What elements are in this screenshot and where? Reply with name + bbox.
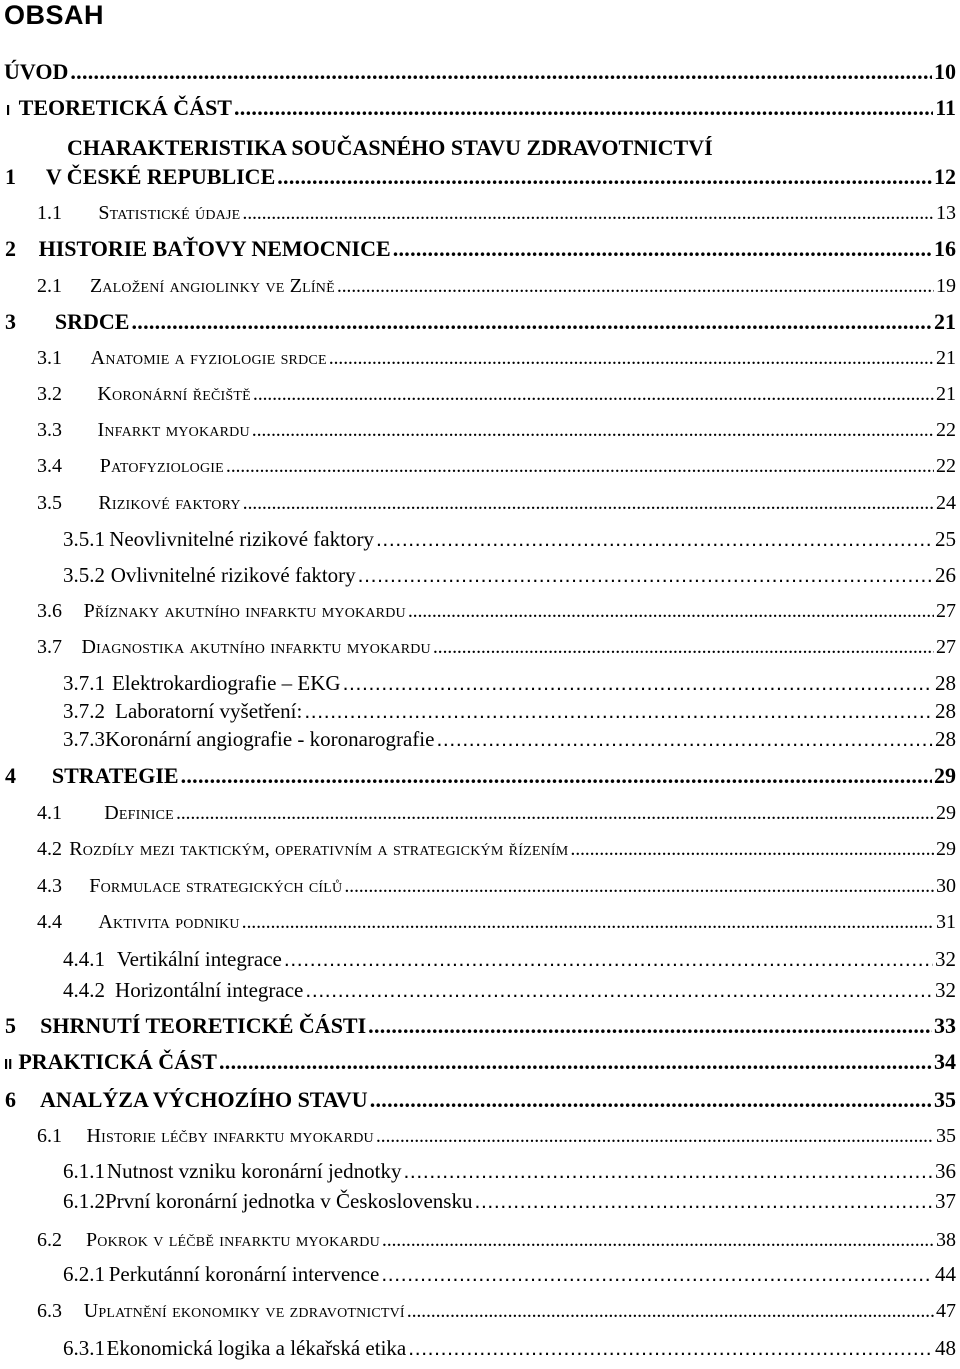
toc-entry-page: 38 [936, 1229, 956, 1251]
toc-entry[interactable] [0, 764, 956, 790]
toc-entry-page: 48 [935, 1336, 956, 1360]
toc-entry[interactable] [0, 1299, 956, 1325]
toc-entry-number: 6.1 [37, 1125, 62, 1147]
toc-entry-page: 16 [934, 236, 956, 261]
dot-leader [131, 310, 932, 334]
toc-entry-page: 29 [934, 763, 956, 788]
toc-entry-title: Neovlivnitelné rizikové faktory [109, 527, 374, 551]
toc-entry-page: 22 [936, 419, 956, 441]
toc-entry-number: 3.5.2 [63, 563, 105, 587]
toc-entry-title: Rozdíly mezi taktickým, operativním a strategickým řízením [69, 838, 569, 860]
dot-leader [344, 874, 934, 898]
toc-entry-page: 47 [936, 1300, 956, 1322]
toc-entry-page: 10 [934, 59, 956, 84]
toc-entry[interactable] [0, 60, 956, 86]
toc-entry-title: Aktivita podniku [98, 911, 240, 933]
toc-entry[interactable] [0, 1189, 956, 1215]
toc-entry-title: První koronární jednotka v Československu [105, 1189, 473, 1213]
dot-leader [393, 237, 932, 261]
toc-entry-title: PRAKTICKÁ ČÁST [18, 1049, 217, 1074]
toc-entry-title: Koronární řečiště [97, 383, 251, 405]
dot-leader [70, 60, 932, 84]
toc-entry-page: 32 [935, 978, 956, 1002]
dot-leader [277, 165, 932, 189]
toc-entry-title: Založení angiolinky ve Zlíně [89, 275, 335, 297]
toc-entry-page: 30 [936, 875, 956, 897]
toc-entry-number: 3.7.1 [63, 671, 105, 695]
dot-leader [376, 528, 933, 552]
toc-entry-title: ÚVOD [4, 59, 69, 84]
toc-entry-title: Statistické údaje [98, 202, 241, 224]
toc-entry-title: V ČESKÉ REPUBLICE [45, 164, 276, 189]
toc-entry-page: 25 [935, 527, 956, 551]
toc-entry-number: II [4, 1056, 13, 1073]
toc-entry[interactable] [0, 274, 956, 300]
toc-entry[interactable] [0, 910, 956, 936]
toc-entry-number: 3.7 [37, 636, 62, 658]
toc-entry-number: 3.7.2 [63, 699, 105, 723]
toc-entry-title: Uplatnění ekonomiky ve zdravotnictví [83, 1300, 405, 1322]
toc-entry[interactable] [0, 1050, 956, 1076]
dot-leader [284, 948, 933, 972]
toc-entry-page: 36 [935, 1159, 956, 1183]
toc-entry-number: 6.3 [37, 1300, 62, 1322]
dot-leader [376, 1124, 934, 1148]
toc-entry[interactable] [0, 1336, 956, 1362]
toc-entry-number: 3.2 [37, 383, 62, 405]
toc-entry-page: 28 [935, 671, 956, 695]
toc-entry[interactable] [0, 382, 956, 408]
dot-leader [304, 700, 933, 724]
toc-entry-number: 5 [5, 1013, 16, 1038]
toc-entry-title: Příznaky akutního infarktu myokardu [83, 600, 406, 622]
toc-entry[interactable] [0, 874, 956, 900]
dot-leader [368, 1014, 932, 1038]
toc-entry-page: 24 [936, 492, 956, 514]
toc-entry-title: Definice [104, 802, 174, 824]
toc-entry-page: 26 [935, 563, 956, 587]
toc-entry-page: 32 [935, 947, 956, 971]
dot-leader [305, 979, 933, 1003]
toc-entry-title: STRATEGIE [51, 763, 179, 788]
toc-entry-page: 28 [935, 699, 956, 723]
toc-entry-number: 3.3 [37, 419, 62, 441]
toc-entry-page: 28 [935, 727, 956, 751]
toc-entry-title: Horizontální integrace [115, 978, 304, 1002]
dot-leader [408, 1337, 933, 1361]
toc-entry-title: Koronární angiografie - koronarografie [105, 727, 435, 751]
dot-leader [243, 491, 934, 515]
toc-entry[interactable] [0, 727, 956, 753]
toc-entry-number: 4.4.1 [63, 947, 105, 971]
toc-entry-page: 29 [936, 802, 956, 824]
toc-entry-title: ANALÝZA VÝCHOZÍHO STAVU [40, 1087, 368, 1112]
toc-entry[interactable] [0, 96, 956, 122]
dot-leader [436, 728, 933, 752]
dot-leader [242, 201, 934, 225]
toc-entry[interactable] [0, 1228, 956, 1254]
toc-entry-title-line1: CHARAKTERISTIKA SOUČASNÉHO STAVU ZDRAVOTNICTVÍ [67, 135, 713, 160]
toc-entry[interactable] [0, 454, 956, 480]
toc-entry[interactable] [0, 201, 956, 227]
toc-entry-number: 2 [5, 236, 16, 261]
toc-entry-number: 3.5.1 [63, 527, 105, 551]
toc-entry[interactable] [0, 1014, 956, 1040]
toc-entry[interactable] [0, 801, 956, 827]
toc-entry[interactable] [0, 527, 956, 553]
toc-entry-number: 3 [5, 309, 16, 334]
toc-entry-number: I [6, 102, 11, 119]
toc-entry[interactable] [0, 563, 956, 589]
toc-entry-title: SHRNUTÍ TEORETICKÉ ČÁSTI [40, 1013, 367, 1038]
toc-entry-number: 4 [5, 763, 16, 788]
toc-heading: OBSAH [4, 0, 105, 30]
toc-entry-page: 35 [936, 1125, 956, 1147]
toc-entry-title: Elektrokardiografie – EKG [111, 671, 341, 695]
toc-entry-number: 6.2 [37, 1229, 62, 1251]
toc-entry-title: Formulace strategických cílů [89, 875, 343, 897]
toc-entry-page: 21 [934, 309, 956, 334]
toc-entry[interactable] [0, 165, 956, 191]
toc-entry[interactable] [0, 699, 956, 725]
toc-entry-page: 27 [936, 600, 956, 622]
dot-leader [219, 1050, 932, 1074]
toc-entry[interactable] [0, 671, 956, 697]
toc-entry-number: 3.5 [37, 492, 62, 514]
toc-entry-number: 1.1 [37, 202, 62, 224]
toc-entry[interactable] [0, 346, 956, 372]
toc-entry-page: 21 [936, 383, 956, 405]
toc-entry-number: 6.2.1 [63, 1262, 105, 1286]
toc-entry[interactable] [0, 1124, 956, 1150]
toc-entry-title: Historie léčby infarktu myokardu [86, 1125, 374, 1147]
dot-leader [370, 1088, 932, 1112]
toc-entry-title: Vertikální integrace [116, 947, 282, 971]
toc-entry-number: 3.7.3 [63, 727, 105, 751]
toc-entry-page: 19 [936, 275, 956, 297]
toc-entry-page: 21 [936, 347, 956, 369]
dot-leader [253, 382, 934, 406]
dot-leader [382, 1228, 934, 1252]
toc-entry-title: Rizikové faktory [98, 492, 241, 514]
toc-entry-title: Ovlivnitelné rizikové faktory [110, 563, 356, 587]
toc-entry-page: 27 [936, 636, 956, 658]
toc-entry-page: 44 [935, 1262, 956, 1286]
toc-entry-number: 6 [5, 1087, 16, 1112]
toc-entry-page: 13 [936, 202, 956, 224]
toc-entry-title: Ekonomická logika a lékařská etika [106, 1336, 407, 1360]
toc-entry[interactable] [0, 635, 956, 661]
toc-entry[interactable] [0, 1262, 956, 1288]
dot-leader [329, 346, 934, 370]
toc-entry-number: 4.2 [37, 838, 62, 860]
dot-leader [381, 1263, 933, 1287]
toc-entry-number: 3.6 [37, 600, 62, 622]
toc-entry[interactable] [0, 310, 956, 336]
toc-entry-page: 31 [936, 911, 956, 933]
toc-entry-number: 1 [5, 164, 16, 189]
toc-entry-title: Infarkt myokardu [97, 419, 250, 441]
toc-entry-number: 4.1 [37, 802, 62, 824]
toc-entry-number: 6.1.1 [63, 1159, 105, 1183]
toc-entry-page: 34 [934, 1049, 956, 1074]
toc-entry-page: 22 [936, 455, 956, 477]
toc-entry-number: 6.3.1 [63, 1336, 105, 1360]
toc-entry-title: Patofyziologie [99, 455, 224, 477]
dot-leader [337, 274, 934, 298]
dot-leader [181, 764, 932, 788]
toc-entry[interactable] [0, 947, 956, 973]
toc-entry-number: 6.1.2 [63, 1189, 105, 1213]
dot-leader [570, 837, 934, 861]
toc-entry[interactable] [0, 418, 956, 444]
dot-leader [408, 599, 934, 623]
dot-leader [343, 672, 933, 696]
toc-entry-title: Nutnost vzniku koronární jednotky [106, 1159, 402, 1183]
toc-entry-title: Laboratorní vyšetření: [115, 699, 303, 723]
toc-entry-title: Pokrok v léčbě infarktu myokardu [85, 1229, 380, 1251]
toc-entry[interactable] [0, 237, 956, 263]
toc-entry-page: 33 [934, 1013, 956, 1038]
dot-leader [226, 454, 934, 478]
toc-entry[interactable] [0, 491, 956, 517]
toc-entry-page: 37 [935, 1189, 956, 1213]
dot-leader [252, 418, 934, 442]
toc-entry-number: 4.4 [37, 911, 62, 933]
toc-entry-title: HISTORIE BAŤOVY NEMOCNICE [38, 236, 391, 261]
toc-entry-title: Anatomie a fyziologie srdce [90, 347, 327, 369]
toc-entry-number: 4.4.2 [63, 978, 105, 1002]
dot-leader [234, 96, 933, 120]
toc-entry-number: 3.4 [37, 455, 62, 477]
dot-leader [358, 564, 933, 588]
toc-entry-page: 35 [934, 1087, 956, 1112]
toc-entry[interactable] [0, 599, 956, 625]
toc-entry[interactable] [0, 1159, 956, 1185]
dot-leader [176, 801, 934, 825]
toc-entry-title: SRDCE [54, 309, 130, 334]
toc-entry-number: 4.3 [37, 875, 62, 897]
dot-leader [433, 635, 934, 659]
toc-entry-number: 2.1 [37, 275, 62, 297]
toc-entry-title: Diagnostika akutního infarktu myokardu [81, 636, 431, 658]
dot-leader [407, 1299, 934, 1323]
toc-entry-page: 11 [935, 95, 956, 120]
toc-entry[interactable] [0, 978, 956, 1004]
toc-entry-number: 3.1 [37, 347, 62, 369]
toc-entry[interactable] [0, 1088, 956, 1114]
toc-entry-page: 29 [936, 838, 956, 860]
dot-leader [242, 910, 934, 934]
toc-entry[interactable] [0, 837, 956, 863]
dot-leader [403, 1160, 933, 1184]
toc-entry-title: TEORETICKÁ ČÁST [18, 95, 232, 120]
toc-entry-title: Perkutánní koronární intervence [108, 1262, 380, 1286]
toc-entry-page: 12 [934, 164, 956, 189]
dot-leader [474, 1190, 933, 1214]
